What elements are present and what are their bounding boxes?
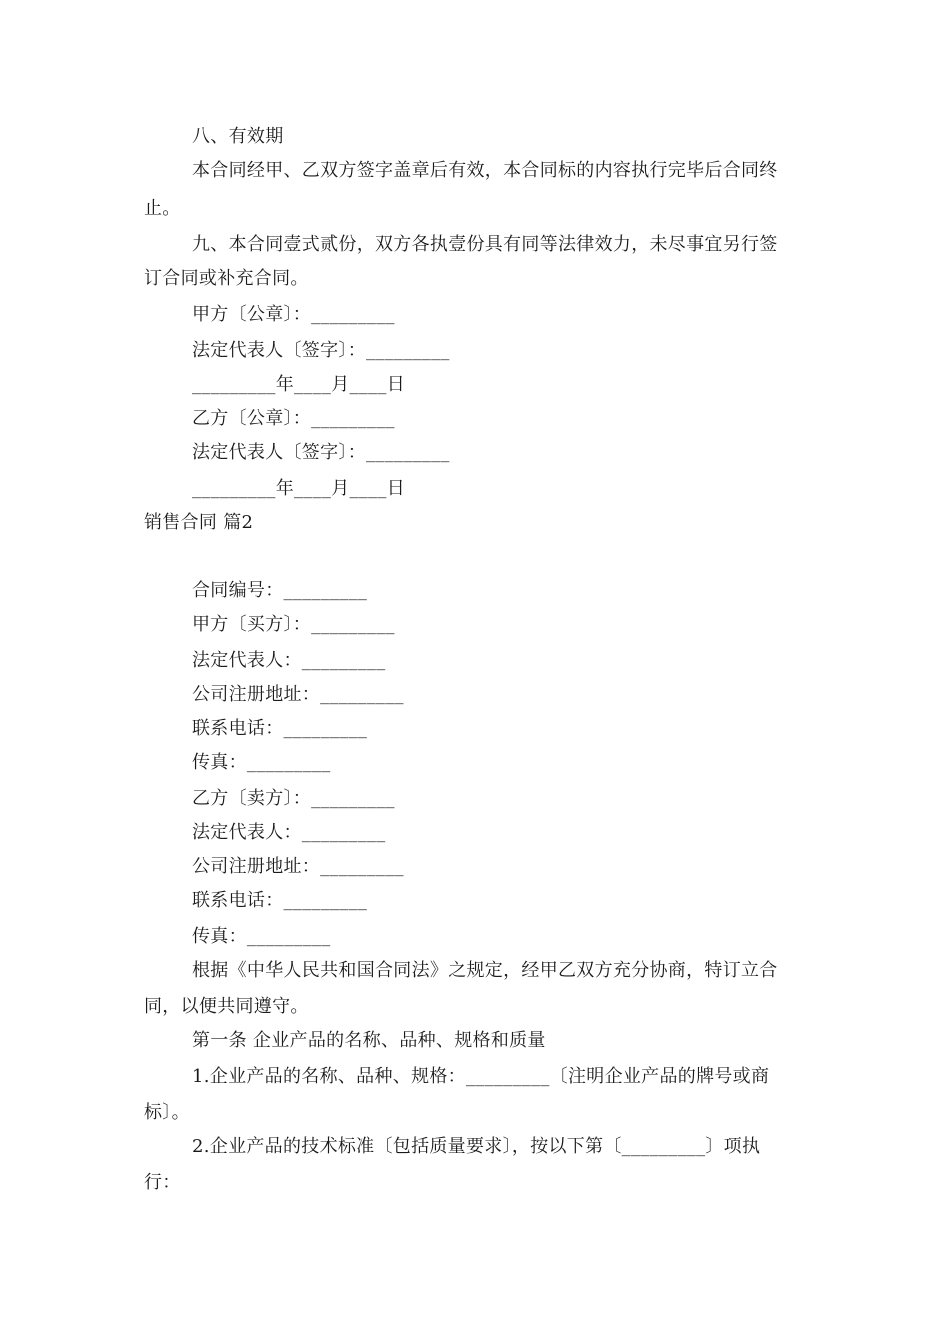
buyer-phone-line: 联系电话：_________ <box>192 718 368 739</box>
seller-address-line: 公司注册地址：_________ <box>192 856 404 877</box>
paragraph-line: 九、本合同壹式贰份，双方各执壹份具有同等法律效力，未尽事宜另行签 <box>192 234 778 255</box>
document-section-title: 销售合同 篇2 <box>144 512 254 533</box>
article-heading: 第一条 企业产品的名称、品种、规格和质量 <box>192 1030 546 1051</box>
seller-representative-line: 法定代表人：_________ <box>192 822 386 843</box>
party-a-seal-line: 甲方〔公章〕：_________ <box>192 304 395 325</box>
seller-phone-line: 联系电话：_________ <box>192 890 368 911</box>
buyer-line: 甲方〔买方〕：_________ <box>192 614 395 635</box>
seller-fax-line: 传真：_________ <box>192 926 331 947</box>
seller-line: 乙方〔卖方〕：_________ <box>192 788 395 809</box>
buyer-fax-line: 传真：_________ <box>192 752 331 773</box>
paragraph-line: 1.企业产品的名称、品种、规格：_________〔注明企业产品的牌号或商 <box>192 1066 770 1087</box>
party-b-representative-line: 法定代表人〔签字〕：_________ <box>192 442 450 463</box>
paragraph-line: 订合同或补充合同。 <box>144 268 309 289</box>
paragraph-line: 同，以便共同遵守。 <box>144 996 309 1017</box>
buyer-representative-line: 法定代表人：_________ <box>192 650 386 671</box>
party-b-date-line: _________年____月____日 <box>192 478 405 499</box>
paragraph-line: 标〕。 <box>144 1102 190 1123</box>
party-a-representative-line: 法定代表人〔签字〕：_________ <box>192 340 450 361</box>
contract-number-line: 合同编号：_________ <box>192 580 368 601</box>
paragraph-line: 止。 <box>144 198 181 219</box>
paragraph-line: 本合同经甲、乙双方签字盖章后有效，本合同标的内容执行完毕后合同终 <box>192 160 778 181</box>
paragraph-line: 根据《中华人民共和国合同法》之规定，经甲乙双方充分协商，特订立合 <box>192 960 778 981</box>
party-a-date-line: _________年____月____日 <box>192 374 405 395</box>
paragraph-line: 行： <box>144 1172 181 1193</box>
buyer-address-line: 公司注册地址：_________ <box>192 684 404 705</box>
section-heading-validity: 八、有效期 <box>192 126 284 147</box>
paragraph-line: 2.企业产品的技术标准〔包括质量要求〕，按以下第〔_________〕项执 <box>192 1136 761 1157</box>
party-b-seal-line: 乙方〔公章〕：_________ <box>192 408 395 429</box>
